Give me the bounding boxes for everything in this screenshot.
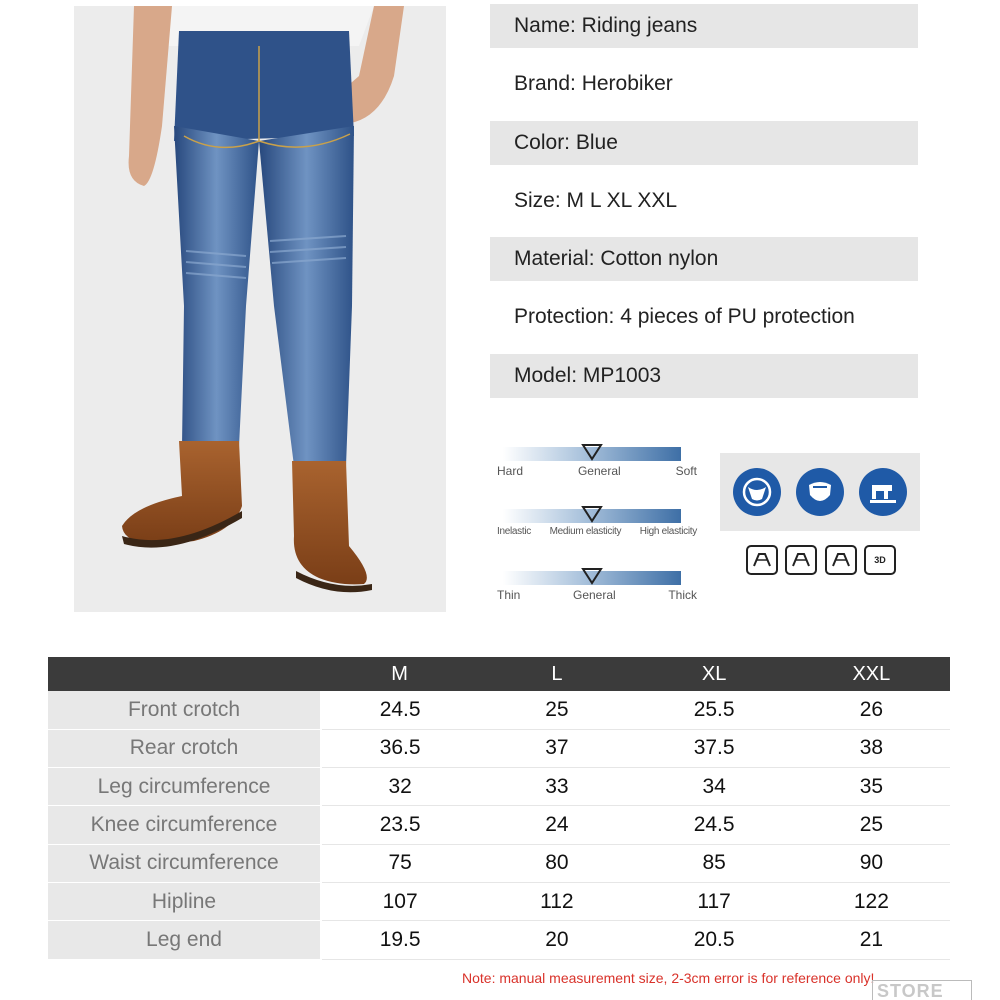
measurement-value: 33	[478, 768, 635, 806]
product-photo	[74, 6, 446, 612]
size-header: M	[321, 657, 478, 691]
measurement-value: 85	[636, 844, 793, 882]
table-row	[48, 729, 950, 767]
measurement-value: 122	[793, 882, 950, 920]
measurement-value: 25	[478, 691, 635, 729]
size-table	[48, 657, 950, 960]
measurement-label: Rear crotch	[48, 729, 321, 767]
measurement-value: 20	[478, 921, 635, 959]
store-watermark: STORE	[872, 980, 972, 1000]
size-header: L	[478, 657, 635, 691]
slider-label: General	[577, 464, 621, 478]
measurement-note: Note: manual measurement size, 2-3cm error is for reference only!	[462, 970, 875, 986]
slider-label: High elasticity	[639, 526, 697, 537]
measurement-value: 112	[478, 882, 635, 920]
slider-label: Thin	[497, 588, 521, 602]
slider-label: Inelastic	[497, 526, 531, 537]
table-row	[48, 691, 950, 729]
table-row	[48, 921, 950, 959]
slider-label: Hard	[497, 464, 524, 478]
measurement-value: 34	[636, 768, 793, 806]
property-sliders	[497, 440, 697, 626]
slider-label: Medium elasticity	[549, 526, 622, 537]
measurement-value: 90	[793, 844, 950, 882]
measurement-value: 25	[793, 806, 950, 844]
measurement-value: 38	[793, 729, 950, 767]
measurement-value: 32	[321, 768, 478, 806]
property-slider	[497, 502, 697, 564]
table-row	[48, 844, 950, 882]
measurement-value: 24.5	[636, 806, 793, 844]
measurement-value: 37	[478, 729, 635, 767]
slider-label: Soft	[675, 464, 697, 478]
feature-icons-panel	[720, 453, 920, 531]
measurement-label: Leg circumference	[48, 768, 321, 806]
hip-pad-icon	[796, 468, 844, 516]
fabric-tag-icon	[785, 545, 817, 575]
spec-row: Material: Cotton nylon	[490, 237, 918, 281]
sewing-machine-icon	[859, 468, 907, 516]
table-row	[48, 768, 950, 806]
jeans-model-image	[74, 6, 446, 612]
measurement-value: 80	[478, 844, 635, 882]
material-icons	[746, 545, 896, 575]
spec-list	[490, 4, 918, 405]
measurement-label: Leg end	[48, 921, 321, 959]
measurement-value: 36.5	[321, 729, 478, 767]
measurement-label: Waist circumference	[48, 844, 321, 882]
measurement-value: 37.5	[636, 729, 793, 767]
spec-row: Protection: 4 pieces of PU protection	[514, 305, 855, 329]
size-header: XL	[636, 657, 793, 691]
measurement-value: 23.5	[321, 806, 478, 844]
table-header-row	[48, 657, 950, 691]
spec-row: Color: Blue	[490, 121, 918, 165]
measurement-value: 117	[636, 882, 793, 920]
measurement-value: 35	[793, 768, 950, 806]
measurement-value: 25.5	[636, 691, 793, 729]
table-row	[48, 882, 950, 920]
measurement-label: Front crotch	[48, 691, 321, 729]
header-blank	[48, 657, 321, 691]
measurement-value: 107	[321, 882, 478, 920]
measurement-value: 19.5	[321, 921, 478, 959]
slider-label: General	[572, 588, 616, 602]
spec-row: Model: MP1003	[490, 354, 918, 398]
knee-pad-icon	[733, 468, 781, 516]
slider-label: Thick	[668, 588, 697, 602]
spec-row: Size: M L XL XXL	[514, 188, 678, 212]
knee-armor-icon	[825, 545, 857, 575]
measurement-value: 20.5	[636, 921, 793, 959]
jeans-fit-icon	[746, 545, 778, 575]
measurement-value: 26	[793, 691, 950, 729]
property-slider	[497, 564, 697, 626]
spec-row: Name: Riding jeans	[490, 4, 918, 48]
measurement-value: 75	[321, 844, 478, 882]
spec-row: Brand: Herobiker	[514, 72, 673, 96]
measurement-value: 24	[478, 806, 635, 844]
measurement-value: 21	[793, 921, 950, 959]
measurement-value: 24.5	[321, 691, 478, 729]
measurement-label: Hipline	[48, 882, 321, 920]
measurement-label: Knee circumference	[48, 806, 321, 844]
property-slider	[497, 440, 697, 502]
size-header: XXL	[793, 657, 950, 691]
3d-cutting-icon: 3D	[864, 545, 896, 575]
table-row	[48, 806, 950, 844]
